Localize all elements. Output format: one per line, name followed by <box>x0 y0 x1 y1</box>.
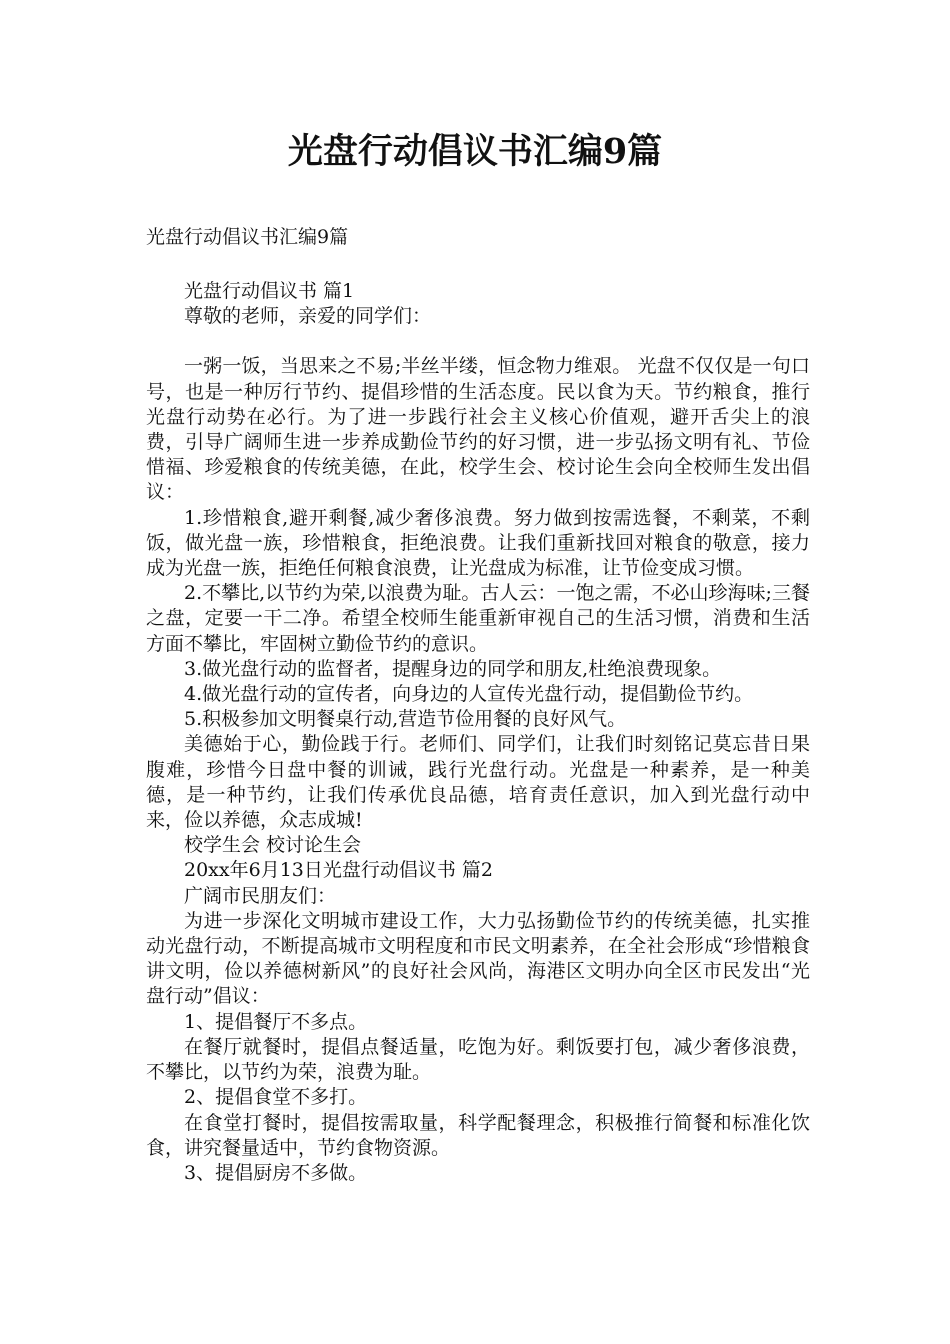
document-subtitle: 光盘行动倡议书汇编9篇 <box>146 226 349 248</box>
salutation-2: 广阔市民朋友们： <box>184 884 337 907</box>
list-heading-3: 3、提倡厨房不多做。 <box>184 1161 368 1184</box>
paragraph-item-4: 4.做光盘行动的宣传者，向身边的人宣传光盘行动，提倡勤俭节约。 <box>184 683 754 706</box>
salutation-1: 尊敬的老师，亲爱的同学们： <box>184 305 432 328</box>
document-body <box>146 279 810 1186</box>
paragraph-item-2: 2.不攀比,以节约为荣,以浪费为耻。古人云：一饱之需，不必山珍海味;三餐之盘，定要一干二净。希望全校师生能重新审视自己的生活习惯，消费和生活方面不攀比，牢固树立勤俭节约的意识。 <box>146 582 810 655</box>
paragraph-detail-1: 在餐厅就餐时，提倡点餐适量，吃饱为好。剩饭要打包，减少奢侈浪费，不攀比，以节约为荣，浪费为耻。 <box>146 1035 810 1084</box>
section-heading-1: 光盘行动倡议书 篇1 <box>184 280 355 302</box>
paragraph-closing: 美德始于心，勤俭践于行。老师们、同学们，让我们时刻铭记莫忘昔日果腹难，珍惜今日盘中餐的训诫，践行光盘行动。光盘是一种素养，是一种美德，是一种节约，让我们传承优良品德，培育责任意识，加入到光盘行动中来，俭以养德，众志成城! <box>146 733 810 832</box>
signature: 校学生会 校讨论生会 <box>184 834 362 857</box>
paragraph-item-5: 5.积极参加文明餐桌行动,营造节俭用餐的良好风气。 <box>184 708 627 731</box>
paragraph-intro: 一粥一饭，当思来之不易;半丝半缕，恒念物力维艰。 光盘不仅仅是一句口号，也是一种厉行节约、提倡珍惜的生活态度。民以食为天。节约粮食，推行光盘行动势在必行。为了进一步践行社会主义核心价值观，避开舌尖上的浪费，引导广阔师生进一步养成勤俭节约的好习惯，进一步弘扬文明有礼、节俭惜福、珍爱粮食的传统美德，在此，校学生会、校讨论生会向全校师生发出倡议： <box>146 355 810 504</box>
list-heading-1: 1、提倡餐厅不多点。 <box>184 1010 368 1033</box>
paragraph-item-1: 1.珍惜粮食,避开剩餐,减少奢侈浪费。努力做到按需选餐，不剩菜，不剩饭，做光盘一族，珍惜粮食，拒绝浪费。让我们重新找回对粮食的敬意，接力成为光盘一族，拒绝任何粮食浪费，让光盘成为标准，让节俭变成习惯。 <box>146 506 810 580</box>
section-heading-2: 20xx年6月13日光盘行动倡议书 篇2 <box>184 859 494 882</box>
list-heading-2: 2、提倡食堂不多打。 <box>184 1086 368 1109</box>
paragraph-detail-2: 在食堂打餐时，提倡按需取量，科学配餐理念，积极推行简餐和标准化饮食，讲究餐量适中，节约食物资源。 <box>146 1111 810 1159</box>
document-title: 光盘行动倡议书汇编9篇 <box>287 131 663 172</box>
paragraph-intro-2: 为进一步深化文明城市建设工作，大力弘扬勤俭节约的传统美德，扎实推动光盘行动，不断提高城市文明程度和市民文明素养，在全社会形成“珍惜粮食讲文明，俭以养德树新风”的良好社会风尚，海港区文明办向全区市民发出“光盘行动”倡议： <box>146 909 810 1008</box>
paragraph-item-3: 3.做光盘行动的监督者，提醒身边的同学和朋友,杜绝浪费现象。 <box>184 657 722 680</box>
